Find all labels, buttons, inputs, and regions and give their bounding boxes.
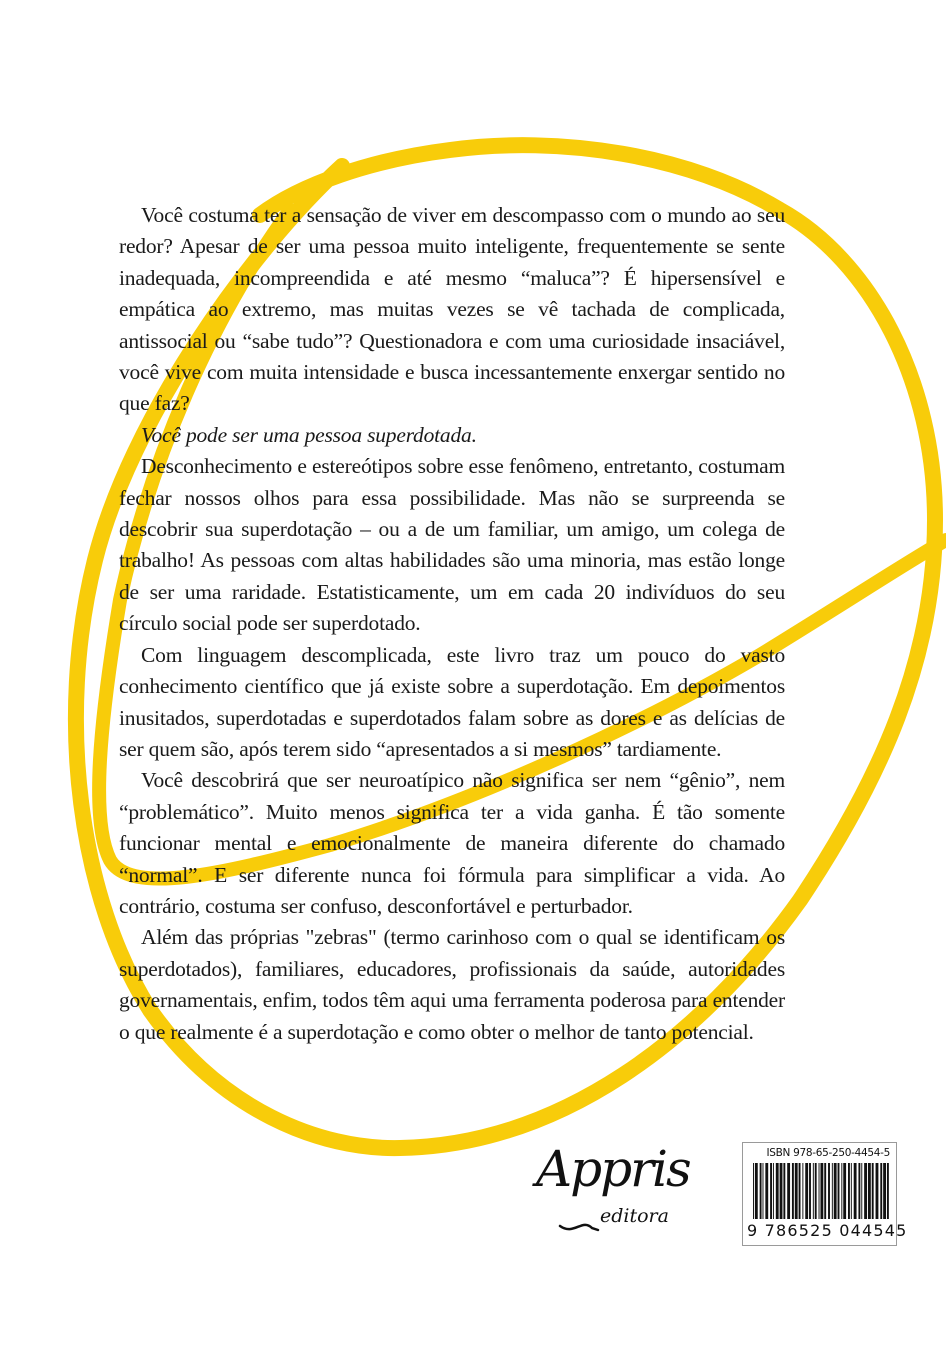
barcode-bar bbox=[776, 1163, 779, 1219]
barcode-bar bbox=[883, 1163, 886, 1219]
barcode-bar bbox=[753, 1163, 754, 1219]
blurb-paragraph-3: Com linguagem descomplicada, este livro traz um pouco do vasto conhecimento científico que já existe sobre a superdotação. Em depoimentos inusitados, superdotadas e superdotados falam sobre as dores e as delícias de ser quem são, após terem sido “apresentados a si mesmos” tardiamente. bbox=[119, 642, 785, 761]
barcode-bar bbox=[809, 1163, 811, 1219]
barcode-bar bbox=[773, 1163, 774, 1219]
barcode-bar bbox=[787, 1163, 790, 1219]
barcode-bar bbox=[820, 1163, 823, 1219]
barcode-bar bbox=[838, 1163, 840, 1219]
barcode-bar bbox=[815, 1163, 817, 1219]
barcode-bar bbox=[851, 1163, 852, 1219]
barcode-bar bbox=[780, 1163, 783, 1219]
blurb-tagline: Você pode ser uma pessoa superdotada. bbox=[141, 422, 477, 447]
publisher-name: Appris bbox=[536, 1140, 690, 1198]
barcode-bar bbox=[765, 1163, 768, 1219]
publisher-logo bbox=[530, 1140, 715, 1250]
barcode-bar bbox=[880, 1163, 882, 1219]
barcode-icon bbox=[751, 1163, 891, 1219]
barcode-bar bbox=[848, 1163, 850, 1219]
barcode-bar bbox=[858, 1163, 860, 1219]
isbn-barcode-box bbox=[742, 1142, 908, 1246]
barcode-bar bbox=[783, 1163, 785, 1219]
barcode-bar bbox=[770, 1163, 772, 1219]
barcode-bar bbox=[819, 1163, 820, 1219]
barcode-bar bbox=[805, 1163, 808, 1219]
barcode-bar bbox=[864, 1163, 867, 1219]
barcode-bar bbox=[841, 1163, 842, 1219]
blurb-paragraph-1: Você costuma ter a sensação de viver em descompasso com o mundo ao seu redor? Apesar de ser uma pessoa muito inteligente, frequentemente se sente inadequada, incompreendida e até mesmo “maluca”? É hipersensível e empática ao extremo, mas muitas vezes se vê tachada de complicada, antissocial ou “sabe tudo”? Questionadora e com uma curiosidade insaciável, você vive com muita intensidade e busca incessantemente enxergar sentido no que faz? bbox=[119, 203, 785, 416]
isbn-label: ISBN 978-65-250-4454-5 bbox=[766, 1147, 890, 1159]
barcode-bar bbox=[887, 1163, 889, 1219]
barcode-bar bbox=[834, 1163, 837, 1219]
barcode-bar bbox=[760, 1163, 762, 1219]
barcode-bar bbox=[813, 1163, 814, 1219]
blurb-paragraph-2: Desconhecimento e estereótipos sobre esse fenômeno, entretanto, costumam fechar nossos olhos para essa possibilidade. Mas não se surpreenda se descobrir sua superdotação – ou a de um familiar, um amigo, um colega de trabalho! As pessoas com altas habilidades são uma minoria, mas estão longe de ser uma raridade. Estatisticamente, um em cada 20 indivíduos do seu círculo social pode ser superdotado. bbox=[119, 454, 785, 636]
barcode-bar bbox=[843, 1163, 846, 1219]
blurb-paragraph-4: Você descobrirá que ser neuroatípico não significa ser nem “gênio”, nem “problemático”. Muito menos significa ter a vida ganha. É tão somente funcionar mental e emocionalmente de maneira diferente do chamado “normal”. E ser diferente nunca foi fórmula para simplificar a vida. Ao contrário, costuma ser confuso, desconfortável e perturbador. bbox=[119, 768, 785, 918]
barcode-bar bbox=[876, 1163, 879, 1219]
isbn-digits: 9 786525 044545 bbox=[747, 1221, 908, 1240]
barcode-bar bbox=[872, 1163, 874, 1219]
publisher-subtitle: editora bbox=[600, 1205, 669, 1227]
barcode-bar bbox=[763, 1163, 764, 1219]
barcode-bar bbox=[868, 1163, 871, 1219]
barcode-bar bbox=[802, 1163, 803, 1219]
barcode-bar bbox=[832, 1163, 833, 1219]
barcode-bar bbox=[799, 1163, 801, 1219]
barcode-bar bbox=[861, 1163, 862, 1219]
barcode-bar bbox=[755, 1163, 758, 1219]
barcode-bar bbox=[854, 1163, 857, 1219]
barcode-bar bbox=[792, 1163, 794, 1219]
barcode-bar bbox=[795, 1163, 798, 1219]
barcode-bar bbox=[824, 1163, 826, 1219]
back-cover-blurb bbox=[119, 200, 785, 1048]
barcode-bar bbox=[828, 1163, 830, 1219]
blurb-paragraph-5: Além das próprias "zebras" (termo carinhoso com o qual se identificam os superdotados), familiares, educadores, profissionais da saúde, autoridades governamentais, enfim, todos têm aqui uma ferramenta poderosa para entender o que realmente é a superdotação e como obter o melhor de tanto potencial. bbox=[119, 925, 785, 1044]
